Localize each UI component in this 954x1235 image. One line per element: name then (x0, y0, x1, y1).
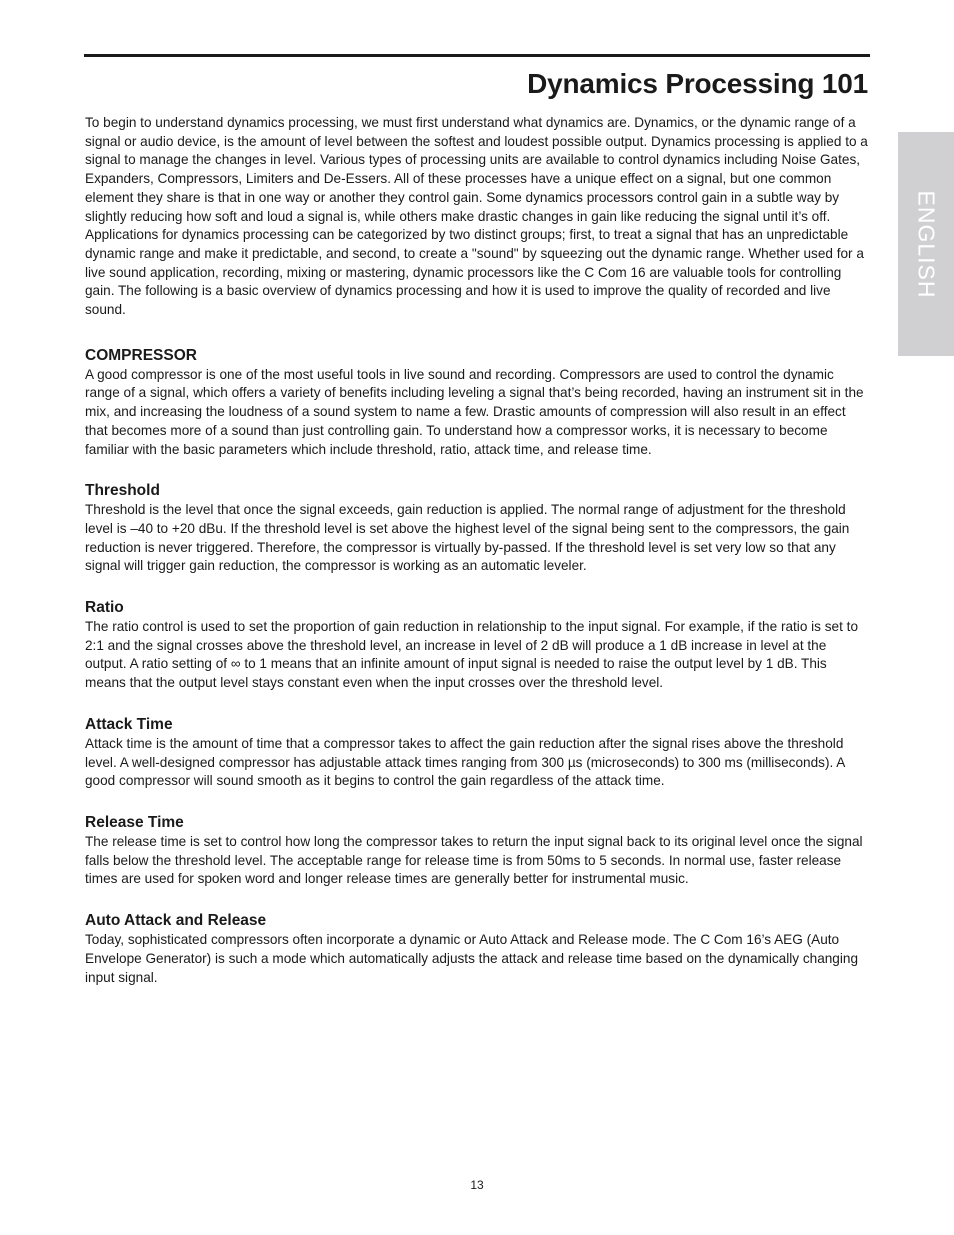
section-compressor (85, 346, 868, 460)
page-number: 13 (470, 1178, 484, 1192)
section-body: Today, sophisticated compressors often incorporate a dynamic or Auto Attack and Release mode. The C Com 16’s AEG (Auto Envelope Generator) is such a mode which automatically adjusts the attack and release time based on the dynamically changing input signal. (85, 932, 859, 985)
section-body: A good compressor is one of the most useful tools in live sound and recording. Compressors are used to control the dynamic range of a signal, which offers a variety of benefits including leveling a signal that’s being recorded, having an instrument sit in the mix, and increasing the loudness of a sound system to name a few. Drastic amounts of compression will also result in an effect that becomes more of a sound than just controlling gain. To understand how a compressor works, it is necessary to become familiar with the basic parameters which include threshold, ratio, attack time, and release time. (85, 366, 864, 457)
section-attack-time (85, 715, 868, 791)
section-threshold (85, 481, 868, 576)
section-heading: Ratio (85, 599, 124, 617)
section-heading: Auto Attack and Release (85, 912, 267, 930)
section-ratio (85, 598, 868, 693)
page-content (85, 114, 868, 987)
page-title: Dynamics Processing 101 (527, 68, 868, 99)
section-body: The ratio control is used to set the proportion of gain reduction in relationship to the input signal. For example, if the ratio is set to 2:1 and the signal crosses above the threshold level, an increase in level of 2 dB will produce a 1 dB increase in level at the output. A ratio setting of ∞ to 1 means that an infinite amount of input signal is needed to raise the output level by 1 dB. This means that the output level stays constant even when the input crosses over the threshold level. (85, 619, 859, 691)
intro-paragraph: To begin to understand dynamics processing, we must first understand what dynamics are. Dynamics, or the dynamic range of a signal or audio device, is the amount of level between the softest and loudest possible output. Dynamics processing is applied to a signal to manage the changes in level. Various types of processing units are available to control dynamics including Noise Gates, Expanders, Compressors, Limiters and De-Essers. All of these processes have a unique effect on a signal, but one common element they share is that in one way or another they control gain. Some dynamics processors control gain in a subtle way by slightly reducing how soft and loud a signal is, while others make drastic changes in gain like reducing the signal until it’s off. Applications for dynamics processing can be categorized by two distinct groups; first, to treat a signal that has an unpredictable dynamic range and make it predictable, and second, to create a "sound" by squeezing out the dynamic range. Whether used for a live sound application, recording, mixing or mastering, dynamic processors like the C Com 16 are valuable tools for controlling gain. The following is a basic overview of dynamics processing and how it is used to improve the quality of recorded and live sound. (85, 115, 868, 318)
section-heading: COMPRESSOR (85, 346, 197, 364)
section-heading: Threshold (85, 482, 160, 500)
section-body: Attack time is the amount of time that a compressor takes to affect the gain reduction after the signal rises above the threshold level. A well-designed compressor has adjustable attack times ranging from 300 µs (microseconds) to 300 ms (milliseconds). A good compressor will sound smooth as it begins to control the gain regardless of the attack time. (85, 735, 845, 789)
section-body: Threshold is the level that once the signal exceeds, gain reduction is applied. The normal range of adjustment for the threshold level is –40 to +20 dBu. If the threshold level is set above the highest level of the signal being sent to the compressors, the gain reduction is never triggered. Therefore, the compressor is virtually by-passed. If the threshold level is set very low so that any signal will trigger gain reduction, the compressor is working as an automatic leveler. (85, 502, 850, 574)
top-rule (84, 54, 870, 57)
language-tab (898, 132, 954, 356)
language-tab-label: ENGLISH (913, 190, 940, 298)
section-heading: Attack Time (85, 715, 173, 733)
section-release-time (85, 813, 868, 889)
section-auto-attack-release (85, 911, 868, 987)
section-body: The release time is set to control how long the compressor takes to return the input signal back to its original level once the signal falls below the threshold level. The acceptable range for release time is from 50ms to 5 seconds. In normal use, faster release times are used for spoken word and longer release times are generally better for instrumental music. (85, 833, 863, 887)
section-heading: Release Time (85, 813, 184, 831)
